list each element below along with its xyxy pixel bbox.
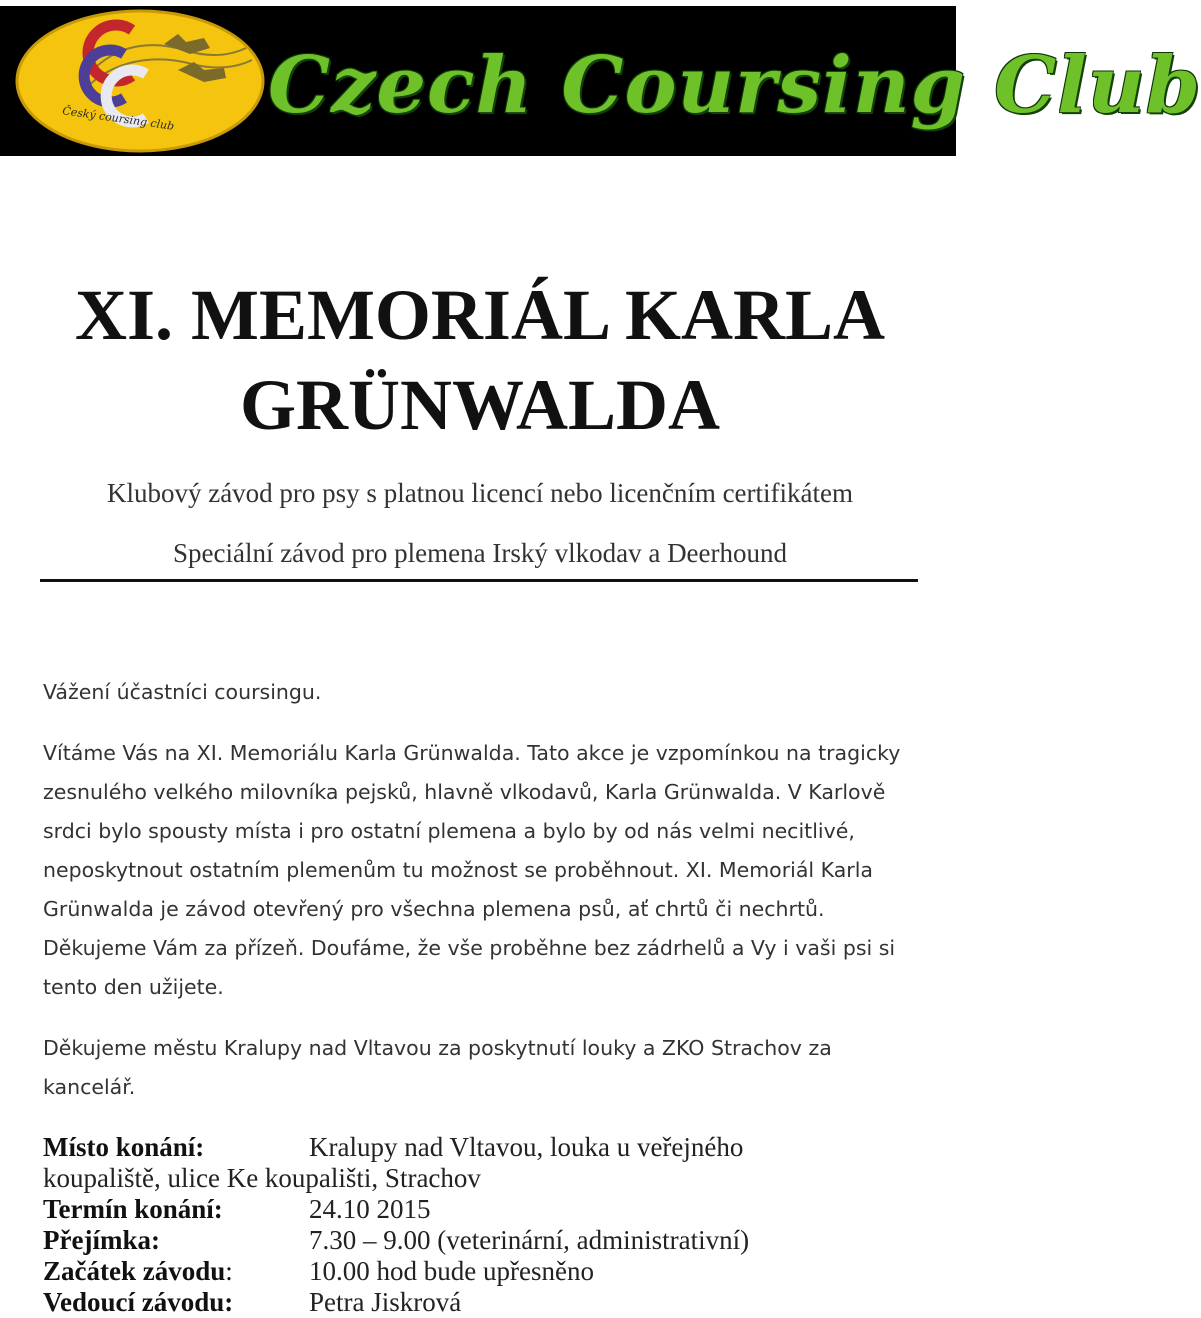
- title-line-1: XI. MEMORIÁL KARLA: [74, 275, 886, 355]
- detail-leader: [43, 1287, 943, 1318]
- detail-value: koupaliště, ulice Ke koupališti, Strachov: [43, 1163, 481, 1193]
- intro-paragraph: Vítáme Vás na XI. Memoriálu Karla Grünwalda. Tato akce je vzpomínkou na tragicky zesnulého velkého milovníka pejsků, hlavně vlkodavů, Karla Grünwalda. V Karlově srdci bylo spousty místa i pro ostatní plemena a bylo by od nás velmi necitlivé, neposkytnout ostatním plemenům tu možnost se proběhnout. XI. Memoriál Karla Grünwalda je závod otevřený pro všechna plemena psů, ať chrtů či nechrtů. Děkujeme Vám za přízeň. Doufáme, že vše proběhne bez zádrhelů a Vy i vaši psi si tento den užijete.: [43, 741, 901, 999]
- detail-value: Petra Jiskrová: [309, 1287, 462, 1317]
- divider: [40, 579, 918, 582]
- detail-location: [43, 1132, 943, 1163]
- greeting: Vážení účastníci coursingu.: [43, 680, 322, 704]
- header-banner: [0, 6, 1201, 156]
- detail-location-cont: [43, 1163, 943, 1194]
- detail-start: [43, 1256, 943, 1287]
- page-title: [0, 270, 960, 450]
- detail-value: Kralupy nad Vltavou, louka u veřejného: [309, 1132, 744, 1162]
- detail-value: 10.00 hod bude upřesněno: [309, 1256, 594, 1286]
- detail-label: [43, 1256, 309, 1287]
- detail-label: Termín konání:: [43, 1194, 223, 1224]
- club-logo: [14, 8, 266, 154]
- thanks-paragraph: Děkujeme městu Kralupy nad Vltavou za poskytnutí louky a ZKO Strachov za kancelář.: [43, 1036, 832, 1099]
- title-line-2: GRÜNWALDA: [239, 365, 721, 445]
- detail-label: Vedoucí závodu:: [43, 1287, 234, 1317]
- subtitle-license: Klubový závod pro psy s platnou licencí nebo licenčním certifikátem: [106, 478, 854, 508]
- detail-value: 24.10 2015: [309, 1194, 431, 1224]
- detail-date: [43, 1194, 943, 1225]
- event-details: [43, 1132, 943, 1318]
- detail-label: Místo konání:: [43, 1132, 205, 1162]
- detail-label-bold: Začátek závodu: [43, 1256, 226, 1286]
- logo-caption: Český coursing club: [61, 104, 176, 133]
- detail-label-colon: :: [225, 1256, 233, 1286]
- detail-checkin: [43, 1225, 943, 1256]
- subtitle-special-race: Speciální závod pro plemena Irský vlkodav a Deerhound: [172, 538, 788, 568]
- detail-value: 7.30 – 9.00 (veterinární, administrativní): [309, 1225, 750, 1255]
- detail-label: Přejímka:: [43, 1225, 160, 1255]
- club-name-logotype: Czech Coursing Club: [268, 40, 1201, 131]
